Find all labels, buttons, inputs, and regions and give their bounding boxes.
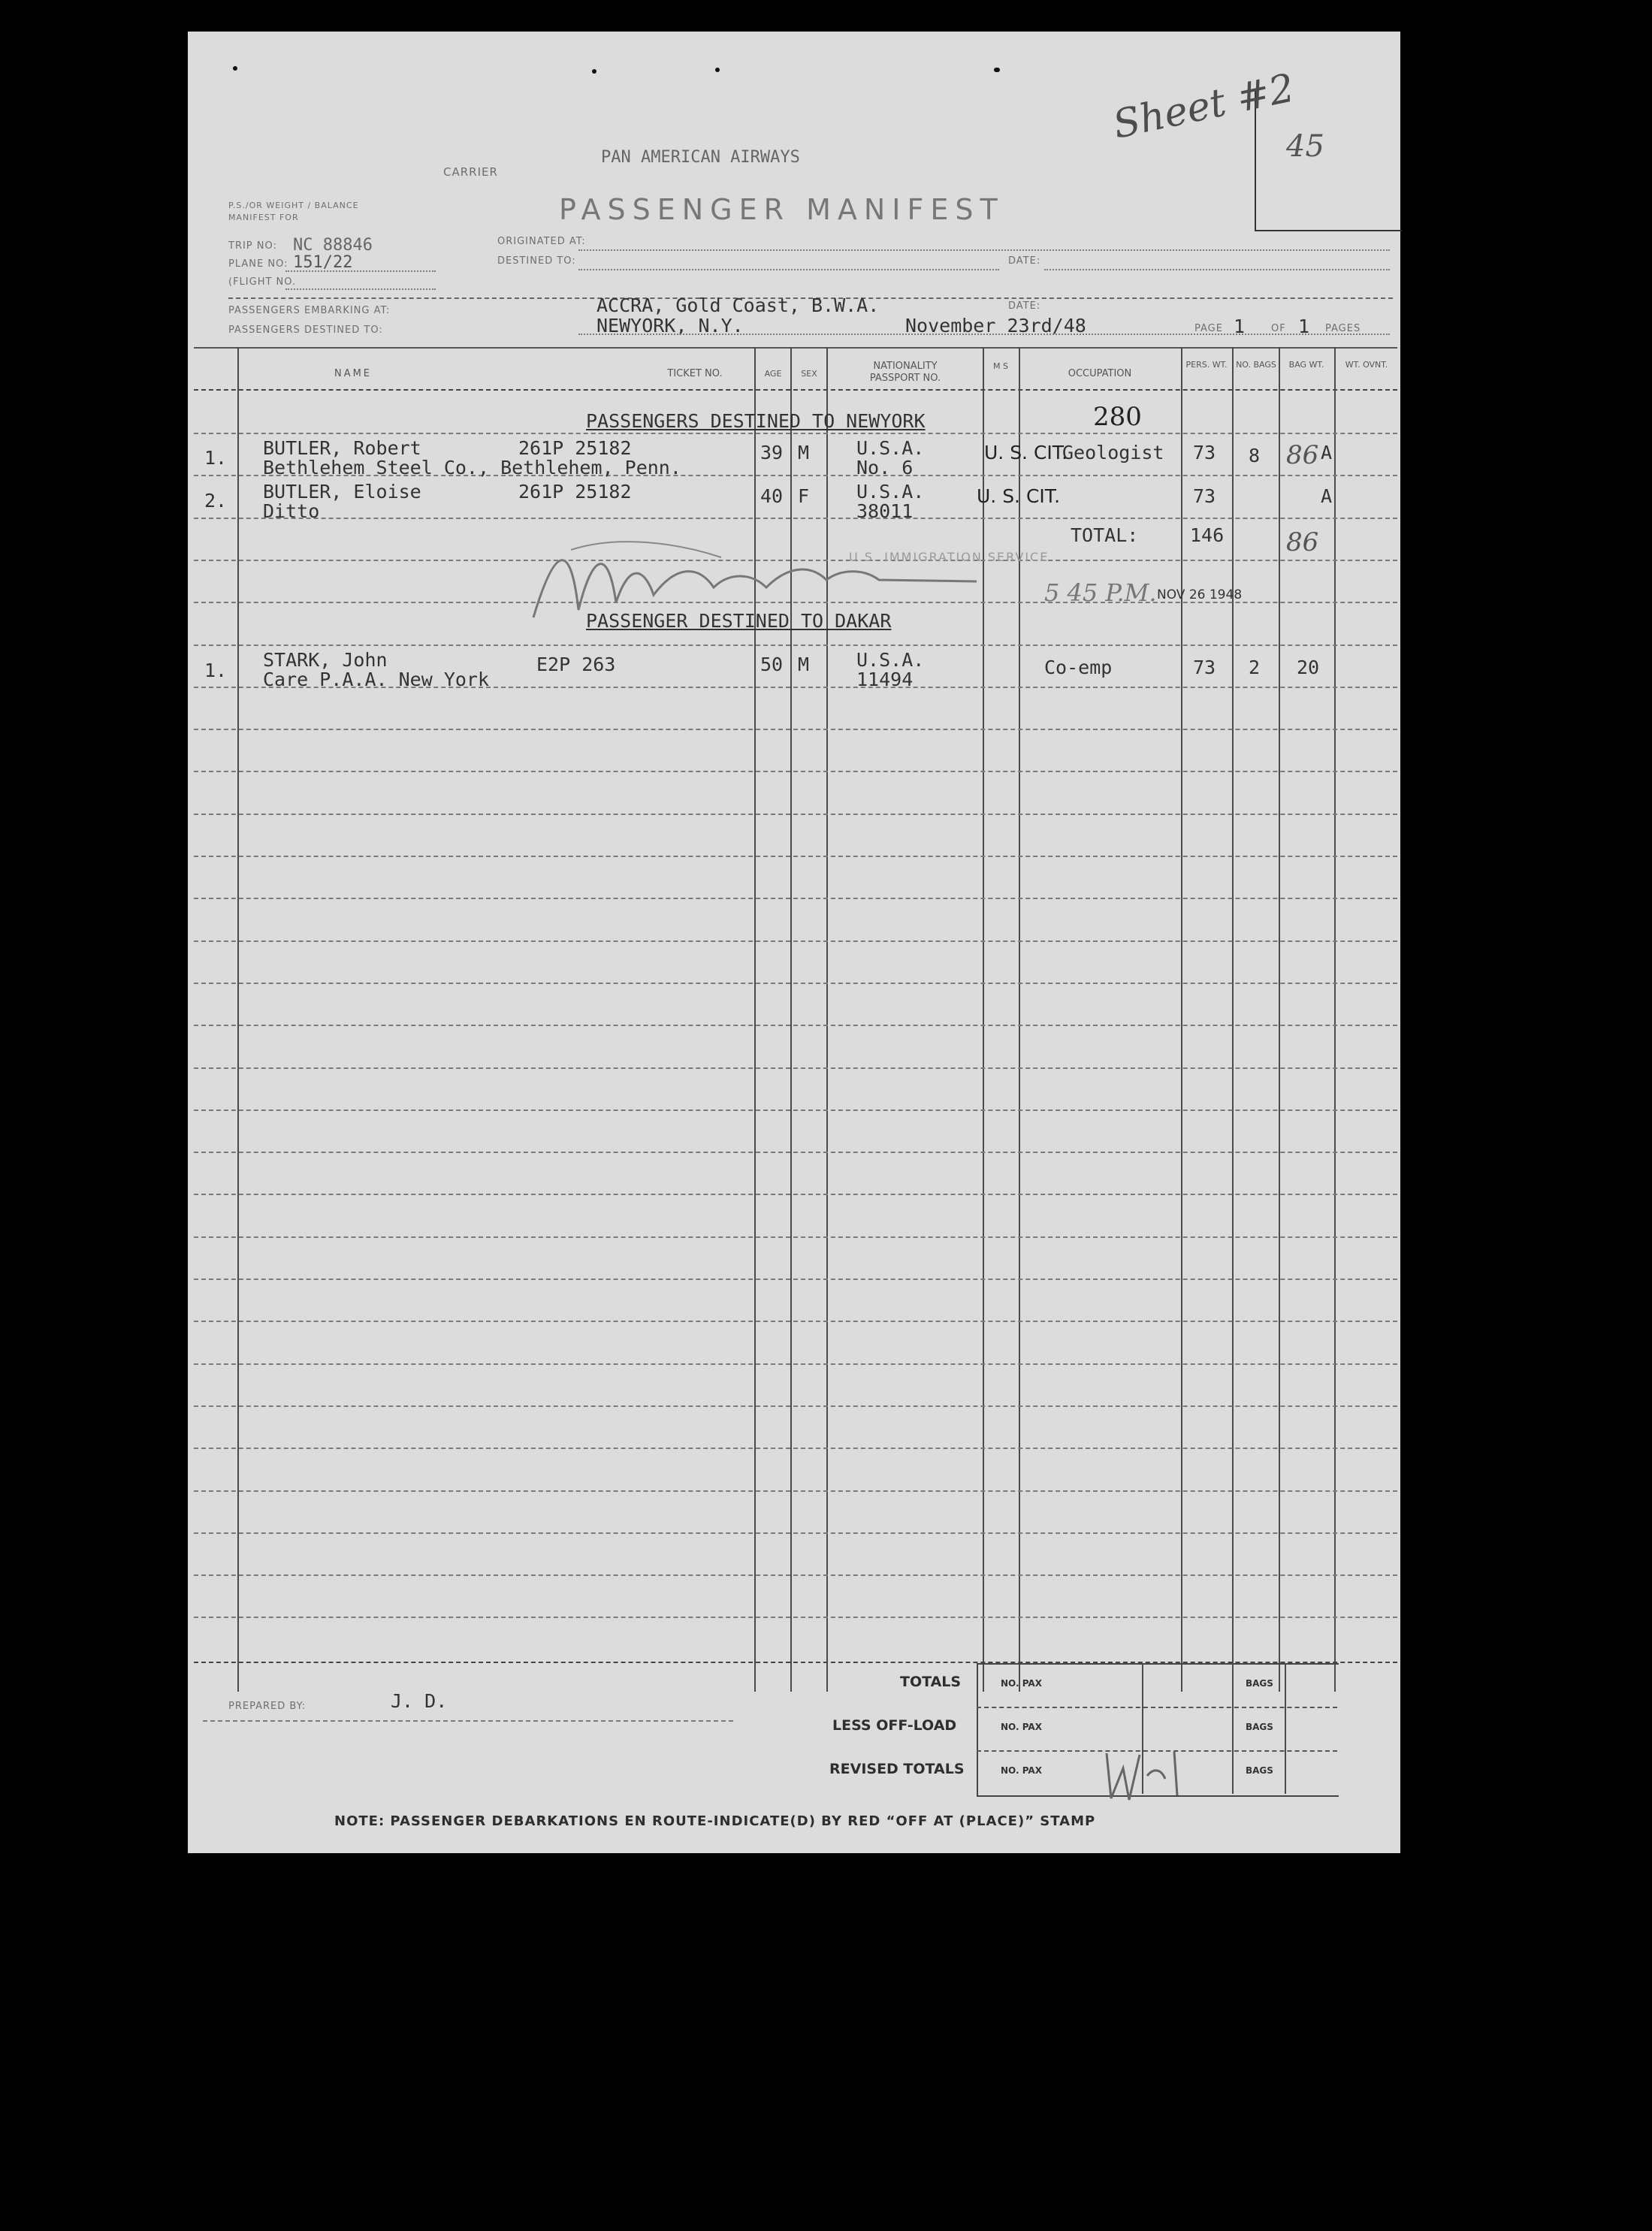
- flight-no-label: (FLIGHT NO.: [228, 276, 297, 288]
- nationality: U.S.A.: [856, 481, 925, 503]
- age: 40: [760, 485, 784, 507]
- table-row-rule: [194, 771, 1397, 772]
- col-wt-ovnt: WT. OVNT.: [1345, 360, 1388, 370]
- table-row-rule: [194, 1025, 1397, 1026]
- col-occupation: OCCUPATION: [1068, 368, 1132, 379]
- rule: [578, 249, 1390, 251]
- col-ms: M S: [993, 361, 1008, 371]
- sex: M: [798, 654, 810, 675]
- bags-label: BAGS: [1246, 1678, 1273, 1689]
- sheet-note: Sheet #2: [1109, 65, 1299, 148]
- pers-wt: 73: [1193, 485, 1216, 507]
- table-head-rule: [194, 389, 1397, 391]
- initials-scribble: [1101, 1746, 1191, 1806]
- row-num: 1.: [204, 660, 228, 681]
- table-row-rule: [194, 1152, 1397, 1153]
- rule: [203, 1720, 733, 1722]
- section-ny-count: 280: [1093, 402, 1142, 432]
- age: 39: [760, 442, 784, 463]
- col-line: [1232, 1663, 1234, 1794]
- table-top-rule: [194, 347, 1397, 349]
- manifest-for-label: P.S./OR WEIGHT / BALANCE MANIFEST FOR: [228, 201, 359, 222]
- stamp-time: 5 45 P.M.: [1044, 578, 1157, 607]
- table-row-rule: [194, 1532, 1397, 1534]
- table-row-rule: [194, 814, 1397, 815]
- no-pax-label: NO. PAX: [1001, 1765, 1042, 1776]
- totals-label: TOTALS: [900, 1674, 962, 1690]
- of-label: OF: [1271, 323, 1286, 334]
- citizen-stamp: U. S. CIT.: [984, 442, 1068, 463]
- bag-wt: 20: [1297, 657, 1320, 678]
- bags-label: BAGS: [1246, 1765, 1273, 1776]
- no-bags: 2: [1249, 657, 1261, 678]
- table-row-rule: [194, 1067, 1397, 1069]
- stamp-date: NOV 26 1948: [1157, 587, 1243, 602]
- passenger-name: BUTLER, Robert: [263, 437, 421, 459]
- pers-wt: 73: [1193, 442, 1216, 463]
- destined-to-value: NEWYORK, N.Y.: [596, 315, 744, 337]
- corner-ref: 45: [1286, 129, 1324, 164]
- table-row-rule: [194, 1490, 1397, 1492]
- row-num: 1.: [204, 447, 228, 469]
- table-row-rule: [194, 898, 1397, 899]
- nationality: U.S.A.: [856, 437, 925, 459]
- sex: F: [798, 485, 810, 507]
- col-pers-wt: PERS. WT.: [1185, 360, 1228, 370]
- table-row-rule: [194, 729, 1397, 730]
- prepared-label: PREPARED BY:: [228, 1701, 307, 1712]
- page-value: 1: [1234, 315, 1246, 337]
- less-offload-label: LESS OFF-LOAD: [832, 1717, 957, 1734]
- section-dakar-heading: PASSENGER DESTINED TO DAKAR: [586, 610, 892, 632]
- row-mark: A: [1321, 485, 1333, 507]
- table-row-rule: [194, 1448, 1397, 1449]
- rule: [578, 269, 999, 270]
- table-row-rule: [194, 1363, 1397, 1365]
- bag-wt: 86: [1286, 440, 1319, 470]
- nationality: U.S.A.: [856, 649, 925, 671]
- table-row-rule: [194, 1194, 1397, 1195]
- age: 50: [760, 654, 784, 675]
- ticket-no: 261P 25182: [518, 437, 632, 459]
- passport: 11494: [856, 669, 914, 690]
- no-bags: 8: [1249, 445, 1261, 466]
- citizen-stamp: U. S. CIT.: [977, 485, 1061, 507]
- col-bag-wt: BAG WT.: [1288, 360, 1324, 370]
- no-pax-label: NO. PAX: [1001, 1678, 1042, 1689]
- bags-label: BAGS: [1246, 1722, 1273, 1732]
- passenger-address: Ditto: [263, 500, 320, 522]
- rule: [578, 334, 1390, 335]
- total-label: TOTAL:: [1071, 524, 1139, 546]
- passport: No. 6: [856, 457, 914, 479]
- table-row-rule: [194, 1321, 1397, 1322]
- table-row-rule: [194, 856, 1397, 857]
- table-row-rule: [194, 1236, 1397, 1238]
- passenger-name: STARK, John: [263, 649, 388, 671]
- section-ny-heading: PASSENGERS DESTINED TO NEWYORK: [586, 410, 926, 432]
- carrier-value: PAN AMERICAN AIRWAYS: [601, 148, 800, 167]
- no-pax-label: NO. PAX: [1001, 1722, 1042, 1732]
- ticket-no: E2P 263: [536, 654, 616, 675]
- plane-no-label: PLANE NO:: [228, 258, 288, 270]
- table-row-rule: [194, 645, 1397, 646]
- dot: [233, 66, 237, 71]
- table-row-rule: [194, 1617, 1397, 1618]
- date-label: DATE:: [1008, 255, 1041, 267]
- date-value: November 23rd/48: [905, 315, 1086, 337]
- destined-label: DESTINED TO:: [497, 255, 576, 267]
- occupation: Geologist: [1062, 442, 1164, 463]
- ticket-no: 261P 25182: [518, 481, 632, 503]
- passenger-name: BUTLER, Eloise: [263, 481, 421, 503]
- passenger-address: Bethlehem Steel Co., Bethlehem, Penn.: [263, 457, 681, 479]
- pages-label: PAGES: [1325, 323, 1361, 334]
- table-row-rule: [194, 433, 1397, 434]
- immigration-stamp: U.S. IMMIGRATION SERVICE: [849, 550, 1049, 564]
- table-row-rule: [194, 1109, 1397, 1111]
- of-value: 1: [1298, 315, 1310, 337]
- col-name: NAME: [334, 368, 373, 379]
- sex: M: [798, 442, 810, 463]
- embarking-label: PASSENGERS EMBARKING AT:: [228, 305, 391, 316]
- total-bag-wt: 86: [1286, 527, 1319, 557]
- embarking-value: ACCRA, Gold Coast, B.W.A.: [596, 294, 880, 316]
- rule: [285, 288, 436, 290]
- col-nationality: NATIONALITY PASSPORT NO.: [869, 361, 941, 384]
- revised-totals-label: REVISED TOTALS: [829, 1761, 965, 1777]
- table-row-rule: [194, 983, 1397, 984]
- col-ticket: TICKET NO.: [667, 368, 723, 379]
- col-age: AGE: [764, 369, 782, 379]
- plane-no-value: 151/22: [293, 253, 353, 272]
- pers-wt: 73: [1193, 657, 1216, 678]
- rule: [1044, 269, 1390, 270]
- table-row-rule: [194, 518, 1397, 519]
- passport: 38011: [856, 500, 914, 522]
- rule: [285, 270, 436, 272]
- col-line: [1285, 1663, 1286, 1794]
- carrier-label: CARRIER: [443, 165, 498, 179]
- trip-no-value: NC 88846: [293, 236, 373, 255]
- passenger-address: Care P.A.A. New York: [263, 669, 490, 690]
- trip-no-label: TRIP NO:: [228, 240, 277, 252]
- manifest-sheet: [188, 32, 1400, 1853]
- total-pers-wt: 146: [1190, 524, 1225, 546]
- row-num: 2.: [204, 490, 228, 512]
- footer-note: NOTE: PASSENGER DEBARKATIONS EN ROUTE-INDICATE(D) BY RED “OFF AT (PLACE)” STAMP: [334, 1813, 1096, 1829]
- occupation: Co-emp: [1044, 657, 1113, 678]
- rule: [977, 1707, 1337, 1708]
- form-title: PASSENGER MANIFEST: [559, 193, 1004, 226]
- table-row-rule: [194, 1405, 1397, 1407]
- page-label: PAGE: [1194, 323, 1223, 334]
- col-no-bags: NO. BAGS: [1236, 360, 1276, 370]
- col-sex: SEX: [801, 369, 817, 379]
- date2-label: DATE:: [1008, 300, 1041, 312]
- dot: [715, 68, 720, 72]
- table-row-rule: [194, 940, 1397, 942]
- dot: [592, 69, 596, 74]
- row-mark: A: [1321, 442, 1333, 463]
- dot: [995, 68, 999, 72]
- table-row-rule: [194, 1574, 1397, 1576]
- table-row-rule: [194, 1279, 1397, 1280]
- prepared-value: J. D.: [391, 1690, 448, 1712]
- originated-label: ORIGINATED AT:: [497, 236, 586, 247]
- destined-to-label: PASSENGERS DESTINED TO:: [228, 325, 383, 336]
